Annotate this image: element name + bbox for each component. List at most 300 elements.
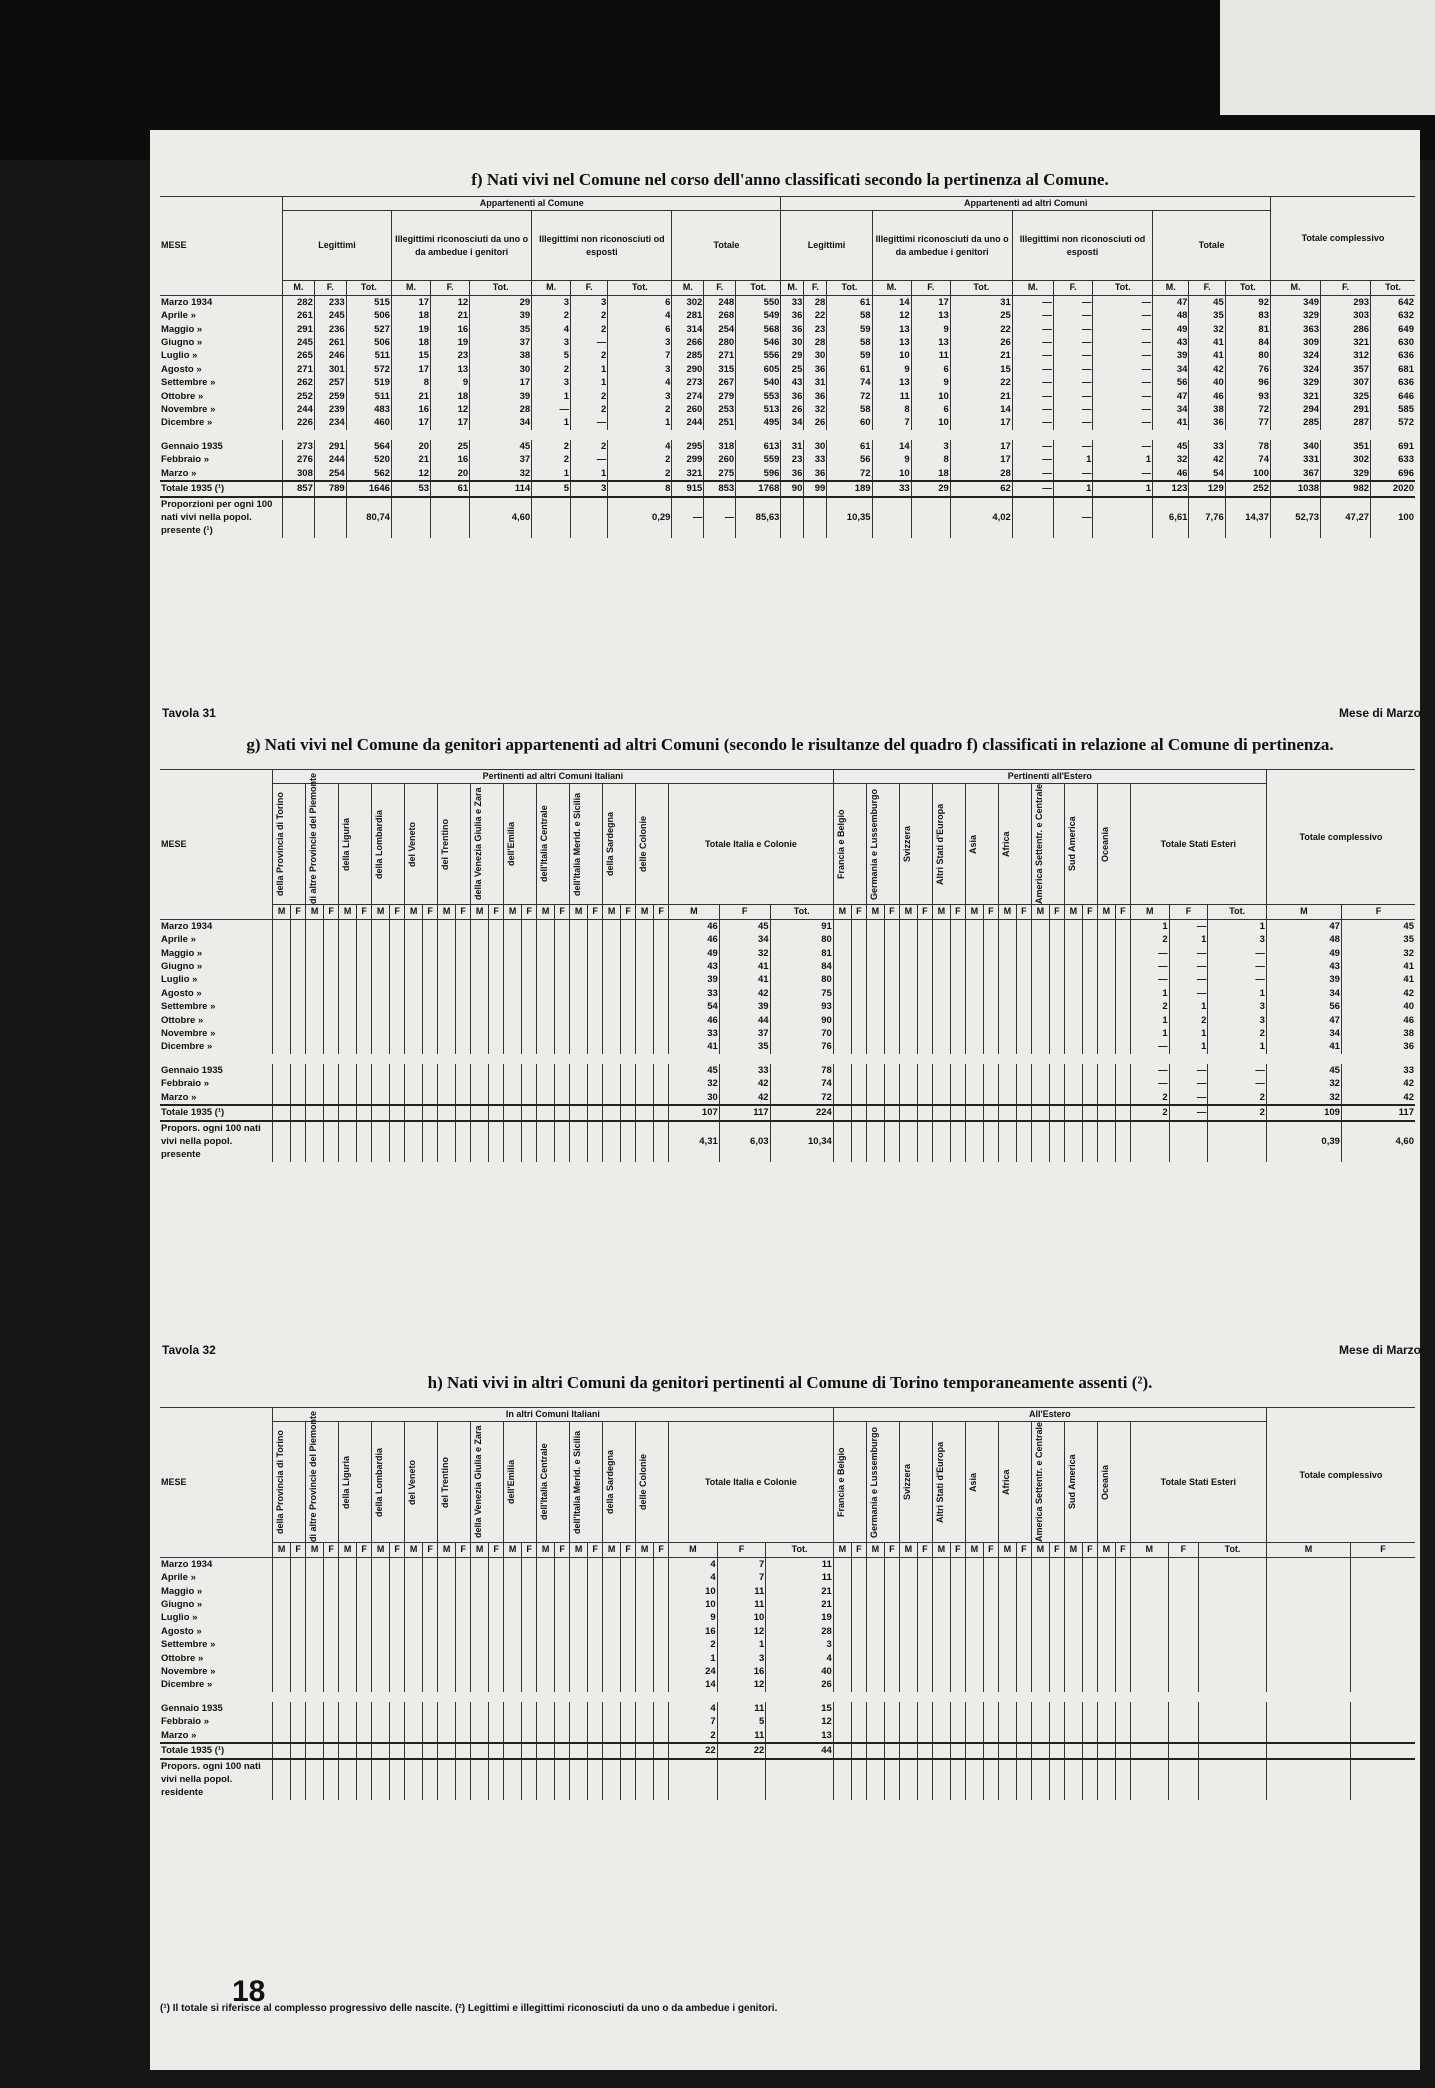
header-appartenenti-comune: Appartenenti al Comune xyxy=(283,197,781,211)
data-cell: 329 xyxy=(1321,467,1371,481)
region-cell xyxy=(291,1638,306,1651)
sub-f: F xyxy=(423,1543,438,1557)
region-cell xyxy=(570,1571,588,1584)
region-cell xyxy=(405,1557,423,1571)
region-label: della Lombardia xyxy=(374,1447,384,1517)
year: » xyxy=(210,1028,216,1040)
region-cell xyxy=(504,1585,522,1598)
country-cell xyxy=(1130,1121,1169,1162)
region-label: della Sardegna xyxy=(605,1450,615,1515)
data-cell: 294 xyxy=(1270,403,1320,416)
region-cell xyxy=(636,1652,654,1665)
totale-italia-cell: 33 xyxy=(669,1027,720,1040)
region-cell xyxy=(654,1040,669,1058)
country-cell xyxy=(833,1077,851,1090)
totale-esteri-cell: 2 xyxy=(1130,1000,1169,1013)
total-cell: 123 xyxy=(1153,481,1189,496)
data-cell: 26 xyxy=(804,416,827,434)
country-cell xyxy=(1116,1729,1131,1743)
region-cell xyxy=(537,1571,555,1584)
country-cell xyxy=(984,1557,999,1571)
region-cell xyxy=(636,1625,654,1638)
totale-italia-cell: 46 xyxy=(669,1014,720,1027)
data-cell: — xyxy=(1093,309,1153,322)
totale-compl-cell: 49 xyxy=(1266,947,1341,960)
year: » xyxy=(190,934,196,946)
region-cell xyxy=(438,1040,456,1058)
data-cell: 17 xyxy=(911,295,950,309)
country-cell xyxy=(1097,933,1115,946)
region-cell xyxy=(471,1585,489,1598)
data-cell: — xyxy=(532,403,571,416)
sub-m: M xyxy=(899,905,917,919)
country-cell xyxy=(866,1652,884,1665)
totale-esteri-cell xyxy=(1130,1625,1168,1638)
country-cell xyxy=(918,1585,933,1598)
region-cell xyxy=(471,1059,489,1077)
country-cell xyxy=(899,1077,917,1090)
data-cell: 8 xyxy=(391,376,430,389)
country-cell xyxy=(1064,987,1082,1000)
region-cell xyxy=(621,1611,636,1624)
month-cell xyxy=(160,1638,273,1651)
total-cell xyxy=(1351,1743,1415,1758)
region-cell xyxy=(489,919,504,933)
totale-esteri-cell xyxy=(1199,1652,1267,1665)
country-cell xyxy=(965,960,983,973)
region-cell xyxy=(306,1027,324,1040)
country-cell xyxy=(1017,1625,1032,1638)
data-cell: 17 xyxy=(950,416,1012,434)
data-cell: 36 xyxy=(804,363,827,376)
totale-compl-cell xyxy=(1351,1697,1415,1715)
region-cell xyxy=(291,1000,306,1013)
totale-italia-cell: 28 xyxy=(766,1625,834,1638)
table-row xyxy=(160,1729,1415,1743)
proportion-cell: 10,34 xyxy=(770,1121,833,1162)
region-cell xyxy=(273,1715,291,1728)
region-cell xyxy=(291,1014,306,1027)
data-cell: — xyxy=(1012,363,1053,376)
region-cell xyxy=(570,1091,588,1105)
region-cell xyxy=(537,960,555,973)
country-cell xyxy=(899,1105,917,1120)
country-cell xyxy=(1031,1652,1049,1665)
region-cell xyxy=(390,1077,405,1090)
total-cell: 90 xyxy=(781,481,804,496)
country-cell xyxy=(998,1105,1016,1120)
region-cell xyxy=(471,987,489,1000)
year: » xyxy=(197,1652,204,1664)
header-pertinenti-italiani: Pertinenti ad altri Comuni Italiani xyxy=(273,770,834,784)
totale-esteri-cell xyxy=(1168,1571,1199,1584)
total-cell: 29 xyxy=(911,481,950,496)
region-cell xyxy=(654,1638,669,1651)
region-cell xyxy=(555,1759,570,1800)
data-cell: 17 xyxy=(470,376,532,389)
country-cell xyxy=(1116,1743,1131,1758)
region-cell xyxy=(654,1077,669,1090)
total-cell: 1768 xyxy=(736,481,781,496)
country-cell xyxy=(1116,1638,1131,1651)
country-cell xyxy=(1050,1105,1065,1120)
region-cell xyxy=(273,987,291,1000)
region-cell xyxy=(522,1598,537,1611)
region-cell xyxy=(570,933,588,946)
region-cell xyxy=(324,919,339,933)
country-cell xyxy=(1050,1027,1065,1040)
region-cell xyxy=(570,1059,588,1077)
data-cell: 1 xyxy=(1053,453,1093,466)
data-cell: — xyxy=(1012,309,1053,322)
region-cell xyxy=(654,1665,669,1678)
region-cell xyxy=(390,1652,405,1665)
data-cell: 506 xyxy=(346,309,391,322)
region-cell xyxy=(522,1571,537,1584)
sub-f: F xyxy=(324,905,339,919)
data-cell: — xyxy=(571,453,608,466)
country-cell xyxy=(1050,1091,1065,1105)
data-cell: 72 xyxy=(827,390,872,403)
country-cell xyxy=(1064,1091,1082,1105)
region-cell xyxy=(390,1665,405,1678)
data-cell: 279 xyxy=(704,390,736,403)
country-cell xyxy=(899,1059,917,1077)
country-cell xyxy=(965,1585,983,1598)
totale-italia-cell: 42 xyxy=(719,1091,770,1105)
data-cell: — xyxy=(1012,416,1053,434)
region-cell xyxy=(588,1743,603,1758)
region-cell xyxy=(456,1598,471,1611)
region-cell xyxy=(390,1759,405,1800)
region-cell xyxy=(372,1585,390,1598)
totale-compl-cell: 36 xyxy=(1341,1040,1415,1058)
region-cell xyxy=(588,1585,603,1598)
data-cell: 246 xyxy=(314,349,346,362)
country-cell xyxy=(984,947,999,960)
data-cell: 41 xyxy=(1189,349,1225,362)
region-cell xyxy=(555,1611,570,1624)
section-g xyxy=(160,735,1420,1162)
sub-cell: M xyxy=(669,1543,718,1557)
subheader-cell: Tot. xyxy=(827,281,872,295)
country-cell xyxy=(833,1678,851,1696)
totale-esteri-cell: 1 xyxy=(1130,919,1169,933)
country-cell xyxy=(1064,1077,1082,1090)
country-cell xyxy=(885,1059,900,1077)
region-cell xyxy=(654,987,669,1000)
country-cell xyxy=(866,1665,884,1678)
sub-m: M xyxy=(273,1543,291,1557)
country-cell xyxy=(1083,1585,1098,1598)
country-cell xyxy=(1017,1027,1032,1040)
region-cell xyxy=(291,1571,306,1584)
region-cell xyxy=(489,1557,504,1571)
data-cell: 15 xyxy=(391,349,430,362)
country-cell xyxy=(998,1571,1016,1584)
header-mese-g: MESE xyxy=(160,770,273,920)
data-cell: — xyxy=(1053,349,1093,362)
data-cell: 54 xyxy=(1189,467,1225,481)
table-row xyxy=(160,416,1415,434)
data-cell: — xyxy=(1053,323,1093,336)
proportion-cell xyxy=(314,497,346,538)
region-cell xyxy=(654,1027,669,1040)
month-name: Marzo xyxy=(161,920,189,932)
region-cell xyxy=(291,1652,306,1665)
year: 1934 xyxy=(191,920,213,932)
country-cell xyxy=(918,1678,933,1696)
region-cell xyxy=(654,1571,669,1584)
data-cell: 630 xyxy=(1371,336,1415,349)
sub-m: M xyxy=(471,905,489,919)
subheader-cell: Tot. xyxy=(346,281,391,295)
country-cell xyxy=(1031,1743,1049,1758)
region-cell xyxy=(537,1585,555,1598)
totale-esteri-cell: — xyxy=(1169,919,1208,933)
data-cell: 287 xyxy=(1321,416,1371,434)
region-cell xyxy=(504,1557,522,1571)
country-header xyxy=(833,1422,866,1543)
month-name: Maggio xyxy=(161,1585,195,1597)
data-cell: 1 xyxy=(608,416,672,434)
totale-esteri-cell: — xyxy=(1208,973,1267,986)
region-cell xyxy=(522,1121,537,1162)
region-cell xyxy=(537,933,555,946)
region-cell xyxy=(504,1638,522,1651)
region-cell xyxy=(603,1638,621,1651)
region-cell xyxy=(588,1611,603,1624)
region-cell xyxy=(291,1697,306,1715)
sub-m: M xyxy=(504,905,522,919)
country-cell xyxy=(1031,1665,1049,1678)
sub-f: F xyxy=(1116,905,1131,919)
country-cell xyxy=(852,1014,867,1027)
totale-compl-cell xyxy=(1266,1678,1350,1696)
region-cell xyxy=(390,1697,405,1715)
country-cell xyxy=(1031,1697,1049,1715)
country-cell xyxy=(932,1638,950,1651)
month-name: Gennaio xyxy=(161,440,200,452)
country-cell xyxy=(1083,1715,1098,1728)
country-cell xyxy=(1017,1715,1032,1728)
country-cell xyxy=(998,1611,1016,1624)
region-cell xyxy=(324,1697,339,1715)
country-cell xyxy=(932,960,950,973)
data-cell: 18 xyxy=(391,309,430,322)
data-cell: 260 xyxy=(704,453,736,466)
table-row xyxy=(160,1715,1415,1728)
region-cell xyxy=(372,919,390,933)
region-cell xyxy=(621,933,636,946)
country-label: Francia e Belgio xyxy=(835,1447,846,1518)
country-cell xyxy=(1083,1027,1098,1040)
data-cell: 495 xyxy=(736,416,781,434)
country-cell xyxy=(998,1077,1016,1090)
country-cell xyxy=(1031,1027,1049,1040)
country-cell xyxy=(965,1638,983,1651)
region-cell xyxy=(588,1040,603,1058)
country-cell xyxy=(1031,1105,1049,1120)
country-cell xyxy=(1031,1557,1049,1571)
country-cell xyxy=(984,919,999,933)
region-cell xyxy=(390,1625,405,1638)
country-cell xyxy=(918,933,933,946)
country-cell xyxy=(1031,987,1049,1000)
month-name: Settembre xyxy=(161,377,208,389)
region-cell xyxy=(405,1743,423,1758)
region-cell xyxy=(621,1105,636,1120)
header-totale-italia: Totale Italia e Colonie xyxy=(669,1422,834,1543)
sub-f: F xyxy=(489,905,504,919)
region-header xyxy=(438,1422,471,1543)
sub-m: M xyxy=(998,1543,1016,1557)
region-cell xyxy=(522,1585,537,1598)
header-legittimi: Legittimi xyxy=(283,211,392,281)
country-cell xyxy=(998,1652,1016,1665)
region-cell xyxy=(570,1014,588,1027)
region-cell xyxy=(471,1105,489,1120)
country-header xyxy=(1097,1422,1130,1543)
sub-m: M xyxy=(932,1543,950,1557)
month-cell xyxy=(160,1077,273,1090)
region-cell xyxy=(621,1638,636,1651)
country-cell xyxy=(1050,1598,1065,1611)
sub-m: M xyxy=(471,1543,489,1557)
table-row xyxy=(160,390,1415,403)
totale-italia-cell: 78 xyxy=(770,1059,833,1077)
country-header xyxy=(866,784,899,905)
data-cell: 261 xyxy=(314,336,346,349)
totale-esteri-cell: — xyxy=(1130,973,1169,986)
region-cell xyxy=(438,1598,456,1611)
data-cell: 460 xyxy=(346,416,391,434)
region-cell xyxy=(405,1571,423,1584)
year: 1935 xyxy=(201,440,223,452)
country-cell xyxy=(1097,987,1115,1000)
totale-compl-cell xyxy=(1351,1665,1415,1678)
country-cell xyxy=(1097,1027,1115,1040)
proportion-row xyxy=(160,497,1415,538)
sub-f: F xyxy=(1083,905,1098,919)
data-cell: 642 xyxy=(1371,295,1415,309)
totale-italia-cell: 75 xyxy=(770,987,833,1000)
total-cell: 224 xyxy=(770,1105,833,1120)
region-cell xyxy=(570,1759,588,1800)
data-cell: 59 xyxy=(827,349,872,362)
country-cell xyxy=(1116,1059,1131,1077)
year: » xyxy=(196,323,203,335)
country-cell xyxy=(1064,947,1082,960)
country-cell xyxy=(833,1027,851,1040)
totale-esteri-cell xyxy=(1130,1571,1168,1584)
country-cell xyxy=(918,1000,933,1013)
region-cell xyxy=(636,1729,654,1743)
year: » xyxy=(196,987,202,999)
country-cell xyxy=(965,1027,983,1040)
data-cell: 262 xyxy=(283,376,315,389)
region-cell xyxy=(438,1611,456,1624)
country-cell xyxy=(1064,1715,1082,1728)
region-cell xyxy=(405,1652,423,1665)
data-cell: 351 xyxy=(1321,435,1371,453)
region-cell xyxy=(291,1040,306,1058)
region-cell xyxy=(471,1715,489,1728)
country-cell xyxy=(1031,1625,1049,1638)
totale-italia-cell: 12 xyxy=(717,1678,766,1696)
country-cell xyxy=(1064,1040,1082,1058)
region-cell xyxy=(537,919,555,933)
country-label: America Settentr. e Centrale xyxy=(1033,1422,1044,1543)
country-cell xyxy=(951,1105,966,1120)
region-cell xyxy=(339,1027,357,1040)
country-cell xyxy=(932,1105,950,1120)
region-label: dell'Emilia xyxy=(506,1460,516,1505)
region-cell xyxy=(423,1729,438,1743)
country-cell xyxy=(951,1678,966,1696)
data-cell: 8 xyxy=(911,453,950,466)
totale-italia-cell: 4 xyxy=(669,1571,718,1584)
header-legittimi-2: Legittimi xyxy=(781,211,872,281)
region-cell xyxy=(291,1557,306,1571)
data-cell: 357 xyxy=(1321,363,1371,376)
region-cell xyxy=(291,1715,306,1728)
totale-compl-cell xyxy=(1266,1638,1350,1651)
sub-m: M xyxy=(866,1543,884,1557)
region-cell xyxy=(522,987,537,1000)
data-cell: 32 xyxy=(470,467,532,481)
country-cell xyxy=(899,1729,917,1743)
country-cell xyxy=(1050,1014,1065,1027)
region-header xyxy=(306,773,339,905)
totale-esteri-cell: 1 xyxy=(1169,933,1208,946)
country-cell xyxy=(866,1121,884,1162)
sub-cell: F xyxy=(1168,1543,1199,1557)
country-cell xyxy=(1050,1557,1065,1571)
country-cell xyxy=(965,1743,983,1758)
data-cell: 2 xyxy=(532,435,571,453)
region-cell xyxy=(339,1697,357,1715)
data-cell: — xyxy=(1053,435,1093,453)
region-cell xyxy=(537,947,555,960)
country-cell xyxy=(866,933,884,946)
country-cell xyxy=(1064,1027,1082,1040)
country-cell xyxy=(852,987,867,1000)
table-row xyxy=(160,309,1415,322)
totale-italia-cell: 40 xyxy=(766,1665,834,1678)
region-cell xyxy=(471,933,489,946)
country-cell xyxy=(833,1729,851,1743)
month-name: Maggio xyxy=(161,323,195,335)
country-cell xyxy=(1083,1557,1098,1571)
country-cell xyxy=(833,1625,851,1638)
data-cell: 10 xyxy=(911,416,950,434)
region-cell xyxy=(555,1059,570,1077)
country-cell xyxy=(885,1652,900,1665)
country-cell xyxy=(1031,1121,1049,1162)
data-cell: 633 xyxy=(1371,453,1415,466)
region-cell xyxy=(357,1557,372,1571)
totale-compl-cell xyxy=(1351,1585,1415,1598)
country-cell xyxy=(1064,1121,1082,1162)
month-name: Ottobre xyxy=(161,390,196,402)
totale-italia-cell: 41 xyxy=(669,1040,720,1058)
country-cell xyxy=(852,919,867,933)
data-cell: 276 xyxy=(283,453,315,466)
totale-compl-cell: 40 xyxy=(1341,1000,1415,1013)
totale-italia-cell: 4 xyxy=(669,1697,718,1715)
country-cell xyxy=(951,1040,966,1058)
